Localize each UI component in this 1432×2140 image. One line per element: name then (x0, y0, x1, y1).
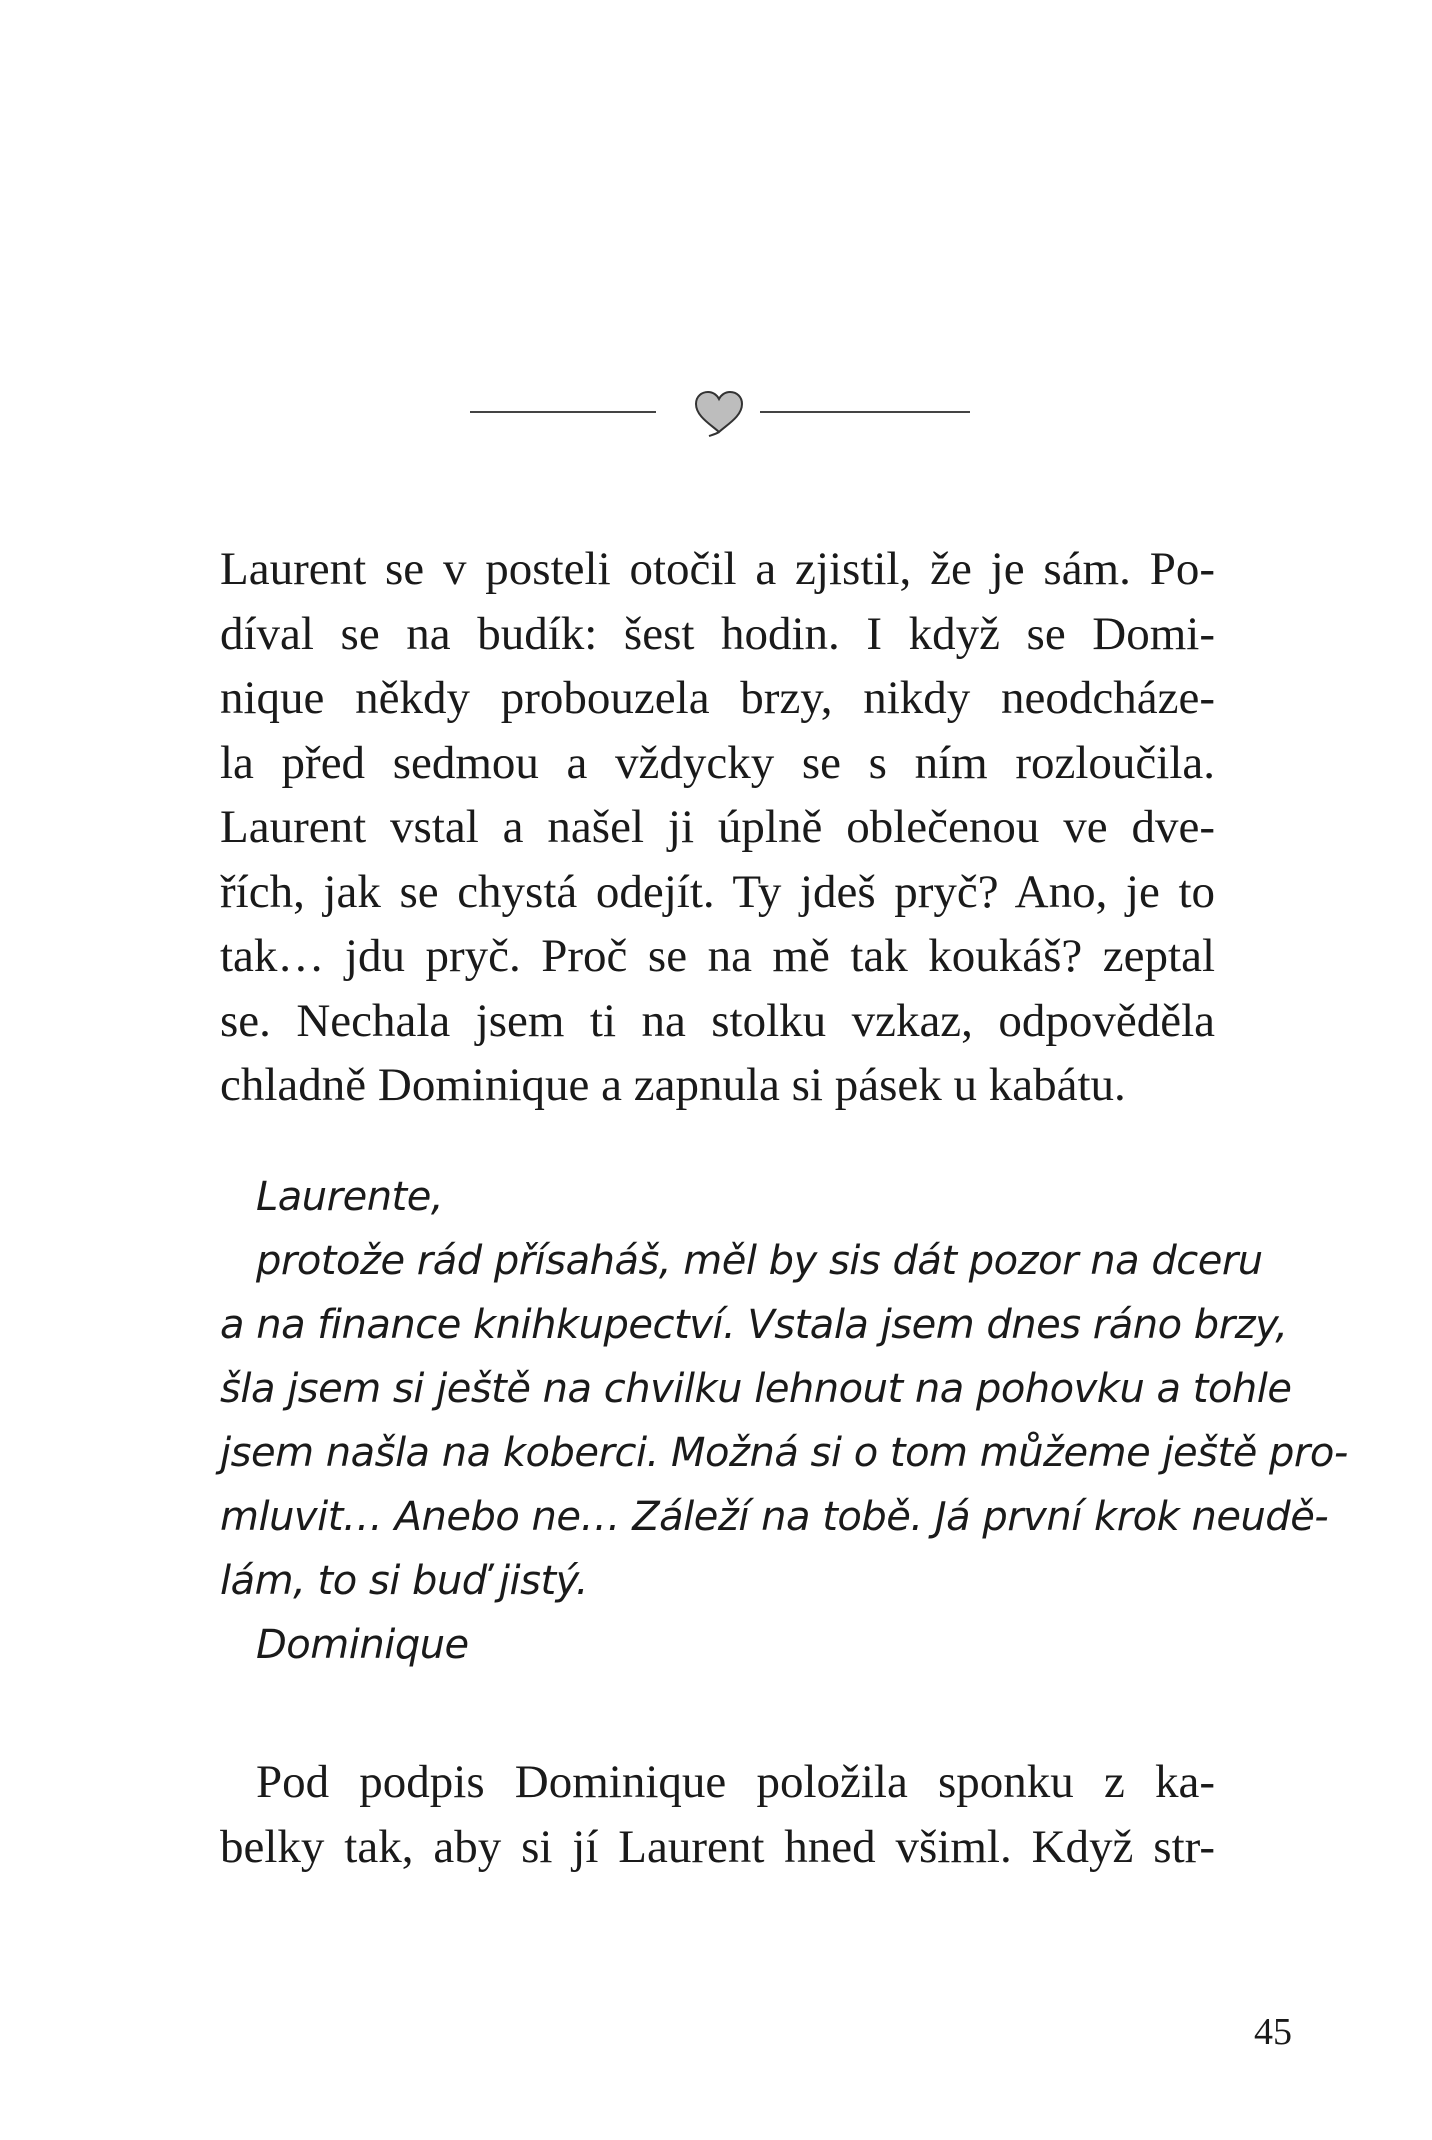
note-line: lám, to si buď jistý. (220, 1558, 588, 1604)
note-line: jsem našla na koberci. Možná si o tom můžeme ještě pro- (220, 1430, 1348, 1476)
heart-icon (692, 388, 746, 438)
paragraph-line: chladně Dominique a zapnula si pásek u kabátu. (220, 1059, 1126, 1111)
paragraph-1 (220, 537, 1215, 1118)
paragraph-line: Laurent vstal a našel ji úplně oblečenou ve dve- (220, 801, 1215, 853)
paragraph-2 (220, 1750, 1215, 1879)
page-number: 45 (1254, 2011, 1292, 2053)
note-line: mluvit… Anebo ne… Záleží na tobě. Já první krok neudě- (220, 1494, 1329, 1540)
note-line: a na finance knihkupectví. Vstala jsem dnes ráno brzy, (220, 1302, 1288, 1348)
handwritten-note (220, 1165, 1348, 1677)
paragraph-line: tak… jdu pryč. Proč se na mě tak koukáš? zeptal (220, 930, 1215, 982)
note-signature: Dominique (256, 1622, 469, 1668)
paragraph-line: nique někdy probouzela brzy, nikdy neodcháze- (220, 672, 1215, 724)
section-divider (470, 388, 970, 438)
paragraph-line: belky tak, aby si jí Laurent hned všiml. Když str- (220, 1820, 1215, 1873)
divider-rule-left (470, 411, 656, 413)
paragraph-line: la před sedmou a vždycky se s ním rozloučila. (220, 736, 1215, 789)
paragraph-line: díval se na budík: šest hodin. I když se Domi- (220, 607, 1215, 660)
paragraph-line: se. Nechala jsem ti na stolku vzkaz, odpověděla (220, 994, 1215, 1047)
paragraph-line: Laurent se v posteli otočil a zjistil, že je sám. Po- (220, 543, 1215, 595)
paragraph-line: Pod podpis Dominique položila sponku z ka- (256, 1756, 1215, 1808)
note-line: protože rád přísaháš, měl by sis dát pozor na dceru (256, 1238, 1263, 1284)
divider-rule-right (760, 411, 970, 413)
note-salutation: Laurente, (256, 1174, 444, 1220)
note-line: šla jsem si ještě na chvilku lehnout na pohovku a tohle (220, 1366, 1292, 1412)
paragraph-line: řích, jak se chystá odejít. Ty jdeš pryč? Ano, je to (220, 865, 1215, 918)
